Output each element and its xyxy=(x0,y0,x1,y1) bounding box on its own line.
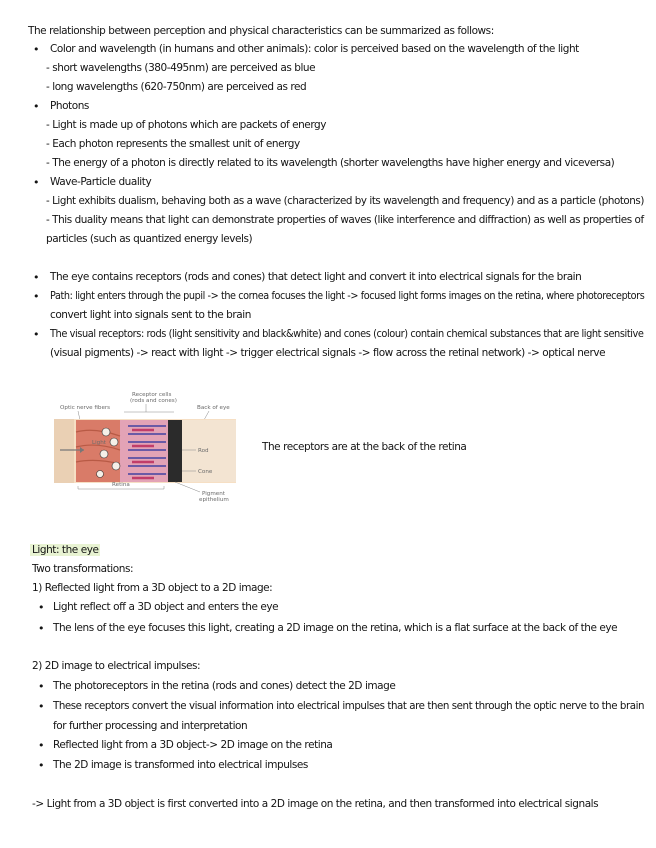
eye-receptors-text: The eye contains receptors (rods and cones) that detect light and convert it into electrical signals for the brain xyxy=(50,271,582,283)
transformations-subheading: Two transformations: xyxy=(32,563,134,575)
transformation-1-heading: 1) Reflected light from a 3D object to a 2D image: xyxy=(32,582,273,594)
transformation-2-line-3: Reflected light from a 3D object-> 2D image on the retina xyxy=(53,739,333,751)
retina-diagram xyxy=(54,392,244,508)
bullet: • xyxy=(38,680,45,693)
bullet: • xyxy=(38,759,45,772)
intro-text: The relationship between perception and physical characteristics can be summarized as follows: xyxy=(28,25,494,37)
color-long-line: - long wavelengths (620-750nm) are perceived as red xyxy=(46,81,307,93)
label-back-of-eye: Back of eye xyxy=(197,405,230,411)
bullet: • xyxy=(33,271,40,284)
bullet: • xyxy=(38,739,45,752)
bullet: • xyxy=(33,100,40,113)
color-heading: Color and wavelength (in humans and other animals): color is perceived based on the wavelength of the light xyxy=(50,43,579,55)
bullet: • xyxy=(38,622,45,635)
label-optic-nerve-fibers: Optic nerve fibers xyxy=(60,405,111,411)
transformation-1-line-1: Light reflect off a 3D object and enters the eye xyxy=(53,601,279,613)
transformation-1-line-2: The lens of the eye focuses this light, creating a 2D image on the retina, which is a flat surface at the back of the eye xyxy=(53,622,618,634)
wave-line-1: - Light exhibits dualism, behaving both as a wave (characterized by its wavelength and frequency) and as a particle (photons) xyxy=(46,195,644,207)
wave-line-2a: - This duality means that light can demonstrate properties of waves (like interference and diffraction) as well as properties of xyxy=(46,214,644,226)
photons-line-3: - The energy of a photon is directly related to its wavelength (shorter wavelengths have higher energy and viceversa) xyxy=(46,157,615,169)
label-pigment: Pigment xyxy=(202,491,225,497)
transformation-2-line-4: The 2D image is transformed into electrical impulses xyxy=(53,759,308,771)
light-path-text-b: convert light into signals sent to the brain xyxy=(50,309,251,321)
label-rods-and-cones: (rods and cones) xyxy=(130,398,177,404)
bullet: • xyxy=(38,700,45,713)
transformation-2-heading: 2) 2D image to electrical impulses: xyxy=(32,660,201,672)
transformation-2-line-2a: These receptors convert the visual information into electrical impulses that are then sent through the optic nerve to the brain xyxy=(53,700,645,712)
label-light: Light xyxy=(92,440,106,446)
label-receptor-cells: Receptor cells xyxy=(132,392,172,398)
highlighted-heading: Light: the eye xyxy=(32,544,99,556)
label-cone: Cone xyxy=(198,469,213,475)
bullet: • xyxy=(33,43,40,56)
wave-line-2b: particles (such as quantized energy levels) xyxy=(46,233,253,245)
section-heading xyxy=(30,544,100,557)
bullet: • xyxy=(33,328,40,341)
color-short-line: - short wavelengths (380-495nm) are perceived as blue xyxy=(46,62,316,74)
light-path-text-a: Path: light enters through the pupil -> the cornea focuses the light -> focused light forms images on the retina, where photoreceptors xyxy=(50,290,645,302)
transformation-2-line-2b: for further processing and interpretation xyxy=(53,720,248,732)
photons-heading: Photons xyxy=(50,100,89,112)
visual-receptors-text-b: (visual pigments) -> react with light -> trigger electrical signals -> flow across the retinal network) -> optical nerve xyxy=(50,347,606,359)
photons-line-1: - Light is made up of photons which are packets of energy xyxy=(46,119,326,131)
figure-caption: The receptors are at the back of the retina xyxy=(262,441,467,453)
visual-receptors-text-a: The visual receptors: rods (light sensitivity and black&white) and cones (colour) contain chemical substances that are light sensitive xyxy=(50,328,644,340)
transformation-2-line-1: The photoreceptors in the retina (rods and cones) detect the 2D image xyxy=(53,680,396,692)
bullet: • xyxy=(33,290,40,303)
bullet: • xyxy=(33,176,40,189)
label-rod: Rod xyxy=(198,448,209,454)
bullet: • xyxy=(38,601,45,614)
summary-text: -> Light from a 3D object is first converted into a 2D image on the retina, and then transformed into electrical signals xyxy=(32,798,599,810)
wave-heading: Wave-Particle duality xyxy=(50,176,152,188)
label-retina: Retina xyxy=(112,482,130,488)
label-epithelium: epithelium xyxy=(199,497,229,503)
photons-line-2: - Each photon represents the smallest unit of energy xyxy=(46,138,300,150)
